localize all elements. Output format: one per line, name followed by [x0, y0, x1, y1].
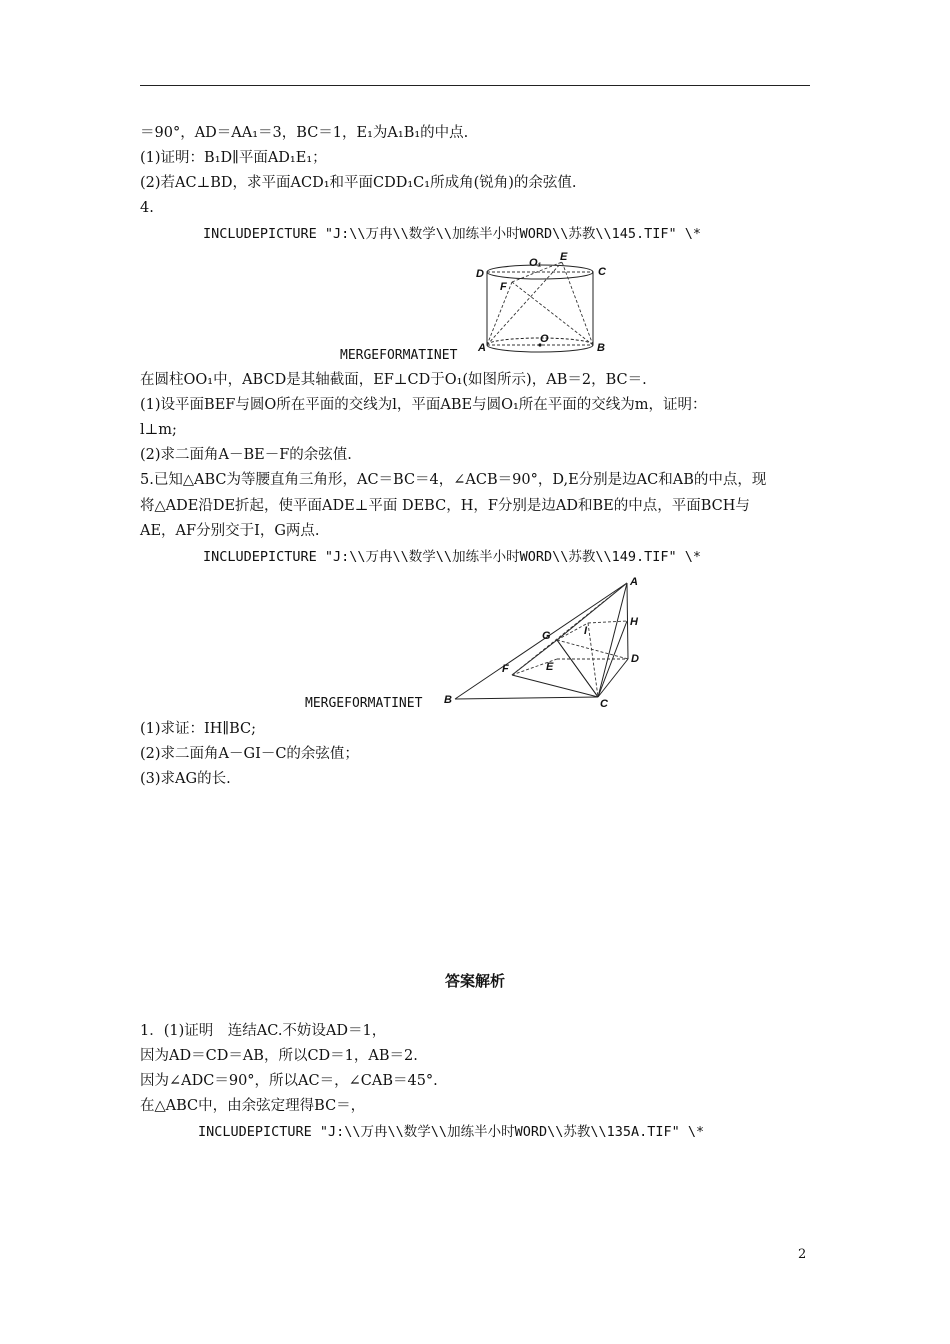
label-o: O: [540, 333, 549, 345]
text-line: 将△ADE沿DE折起，使平面ADE⊥平面 DEBC，H，F分别是边AD和BE的中点，平面BCH与: [140, 498, 750, 514]
header-rule: [140, 85, 810, 86]
label-a: A: [478, 342, 486, 354]
text-line: (3)求AG的长.: [140, 771, 231, 787]
text-line: l⊥m;: [140, 422, 177, 438]
label-f: F: [500, 281, 507, 293]
text-line: 在△ABC中，由余弦定理得BC＝，: [140, 1098, 366, 1114]
label-i: I: [584, 625, 588, 637]
page-number: 2: [798, 1247, 807, 1262]
text-line: AE，AF分别交于I，G两点.: [140, 523, 320, 539]
merge-format-field: MERGEFORMATINET: [340, 348, 458, 363]
label-c: C: [598, 266, 606, 278]
text-line: ＝90°，AD＝AA₁＝3，BC＝1，E₁为A₁B₁的中点.: [140, 125, 469, 141]
folded-triangle-figure: [440, 572, 650, 712]
label-e: E: [560, 251, 568, 263]
label-o1: O₁: [529, 257, 542, 269]
problem-number: 4.: [140, 200, 154, 216]
label-f: F: [502, 663, 509, 675]
label-c: C: [600, 698, 608, 710]
text-line: 1．(1)证明 连结AC.不妨设AD＝1，: [140, 1023, 387, 1039]
merge-format-field: MERGEFORMATINET: [305, 696, 423, 711]
text-line: (2)求二面角A－BE－F的余弦值.: [140, 447, 352, 463]
label-b: B: [597, 342, 605, 354]
text-line: 因为∠ADC＝90°，所以AC＝，∠CAB＝45°.: [140, 1073, 438, 1089]
label-g: G: [542, 630, 551, 642]
label-h: H: [630, 616, 638, 628]
include-picture-field: INCLUDEPICTURE "J:\\万冉\\数学\\加练半小时WORD\\苏教\\149.TIF" \*: [203, 549, 701, 565]
label-d: D: [476, 268, 484, 280]
text-line: 因为AD＝CD＝AB，所以CD＝1，AB＝2.: [140, 1048, 418, 1064]
text-line: (1)证明：B₁D∥平面AD₁E₁；: [140, 150, 327, 166]
label-a: A: [630, 576, 638, 588]
text-line: (2)若AC⊥BD，求平面ACD₁和平面CDD₁C₁所成角(锐角)的余弦值.: [140, 175, 577, 191]
label-e: E: [546, 661, 554, 673]
answer-section-title: 答案解析: [444, 972, 505, 990]
text-line: (1)求证：IH∥BC;: [140, 721, 257, 737]
text-line: 在圆柱OO₁中，ABCD是其轴截面，EF⊥CD于O₁(如图所示)，AB＝2，BC＝.: [140, 372, 647, 388]
text-line: (1)设平面BEF与圆O所在平面的交线为l，平面ABE与圆O₁所在平面的交线为m，证明：: [140, 397, 707, 413]
text-line: 5.已知△ABC为等腰直角三角形，AC＝BC＝4，∠ACB＝90°，D,E分别是边AC和AB的中点，现: [140, 472, 767, 488]
cylinder-figure: [470, 250, 620, 360]
label-b: B: [444, 694, 452, 706]
include-picture-field: INCLUDEPICTURE "J:\\万冉\\数学\\加练半小时WORD\\苏教\\145.TIF" \*: [203, 226, 701, 242]
include-picture-field: INCLUDEPICTURE "J:\\万冉\\数学\\加练半小时WORD\\苏教\\135A.TIF" \*: [198, 1124, 705, 1140]
label-d: D: [631, 653, 639, 665]
text-line: (2)求二面角A－GI－C的余弦值；: [140, 746, 359, 762]
